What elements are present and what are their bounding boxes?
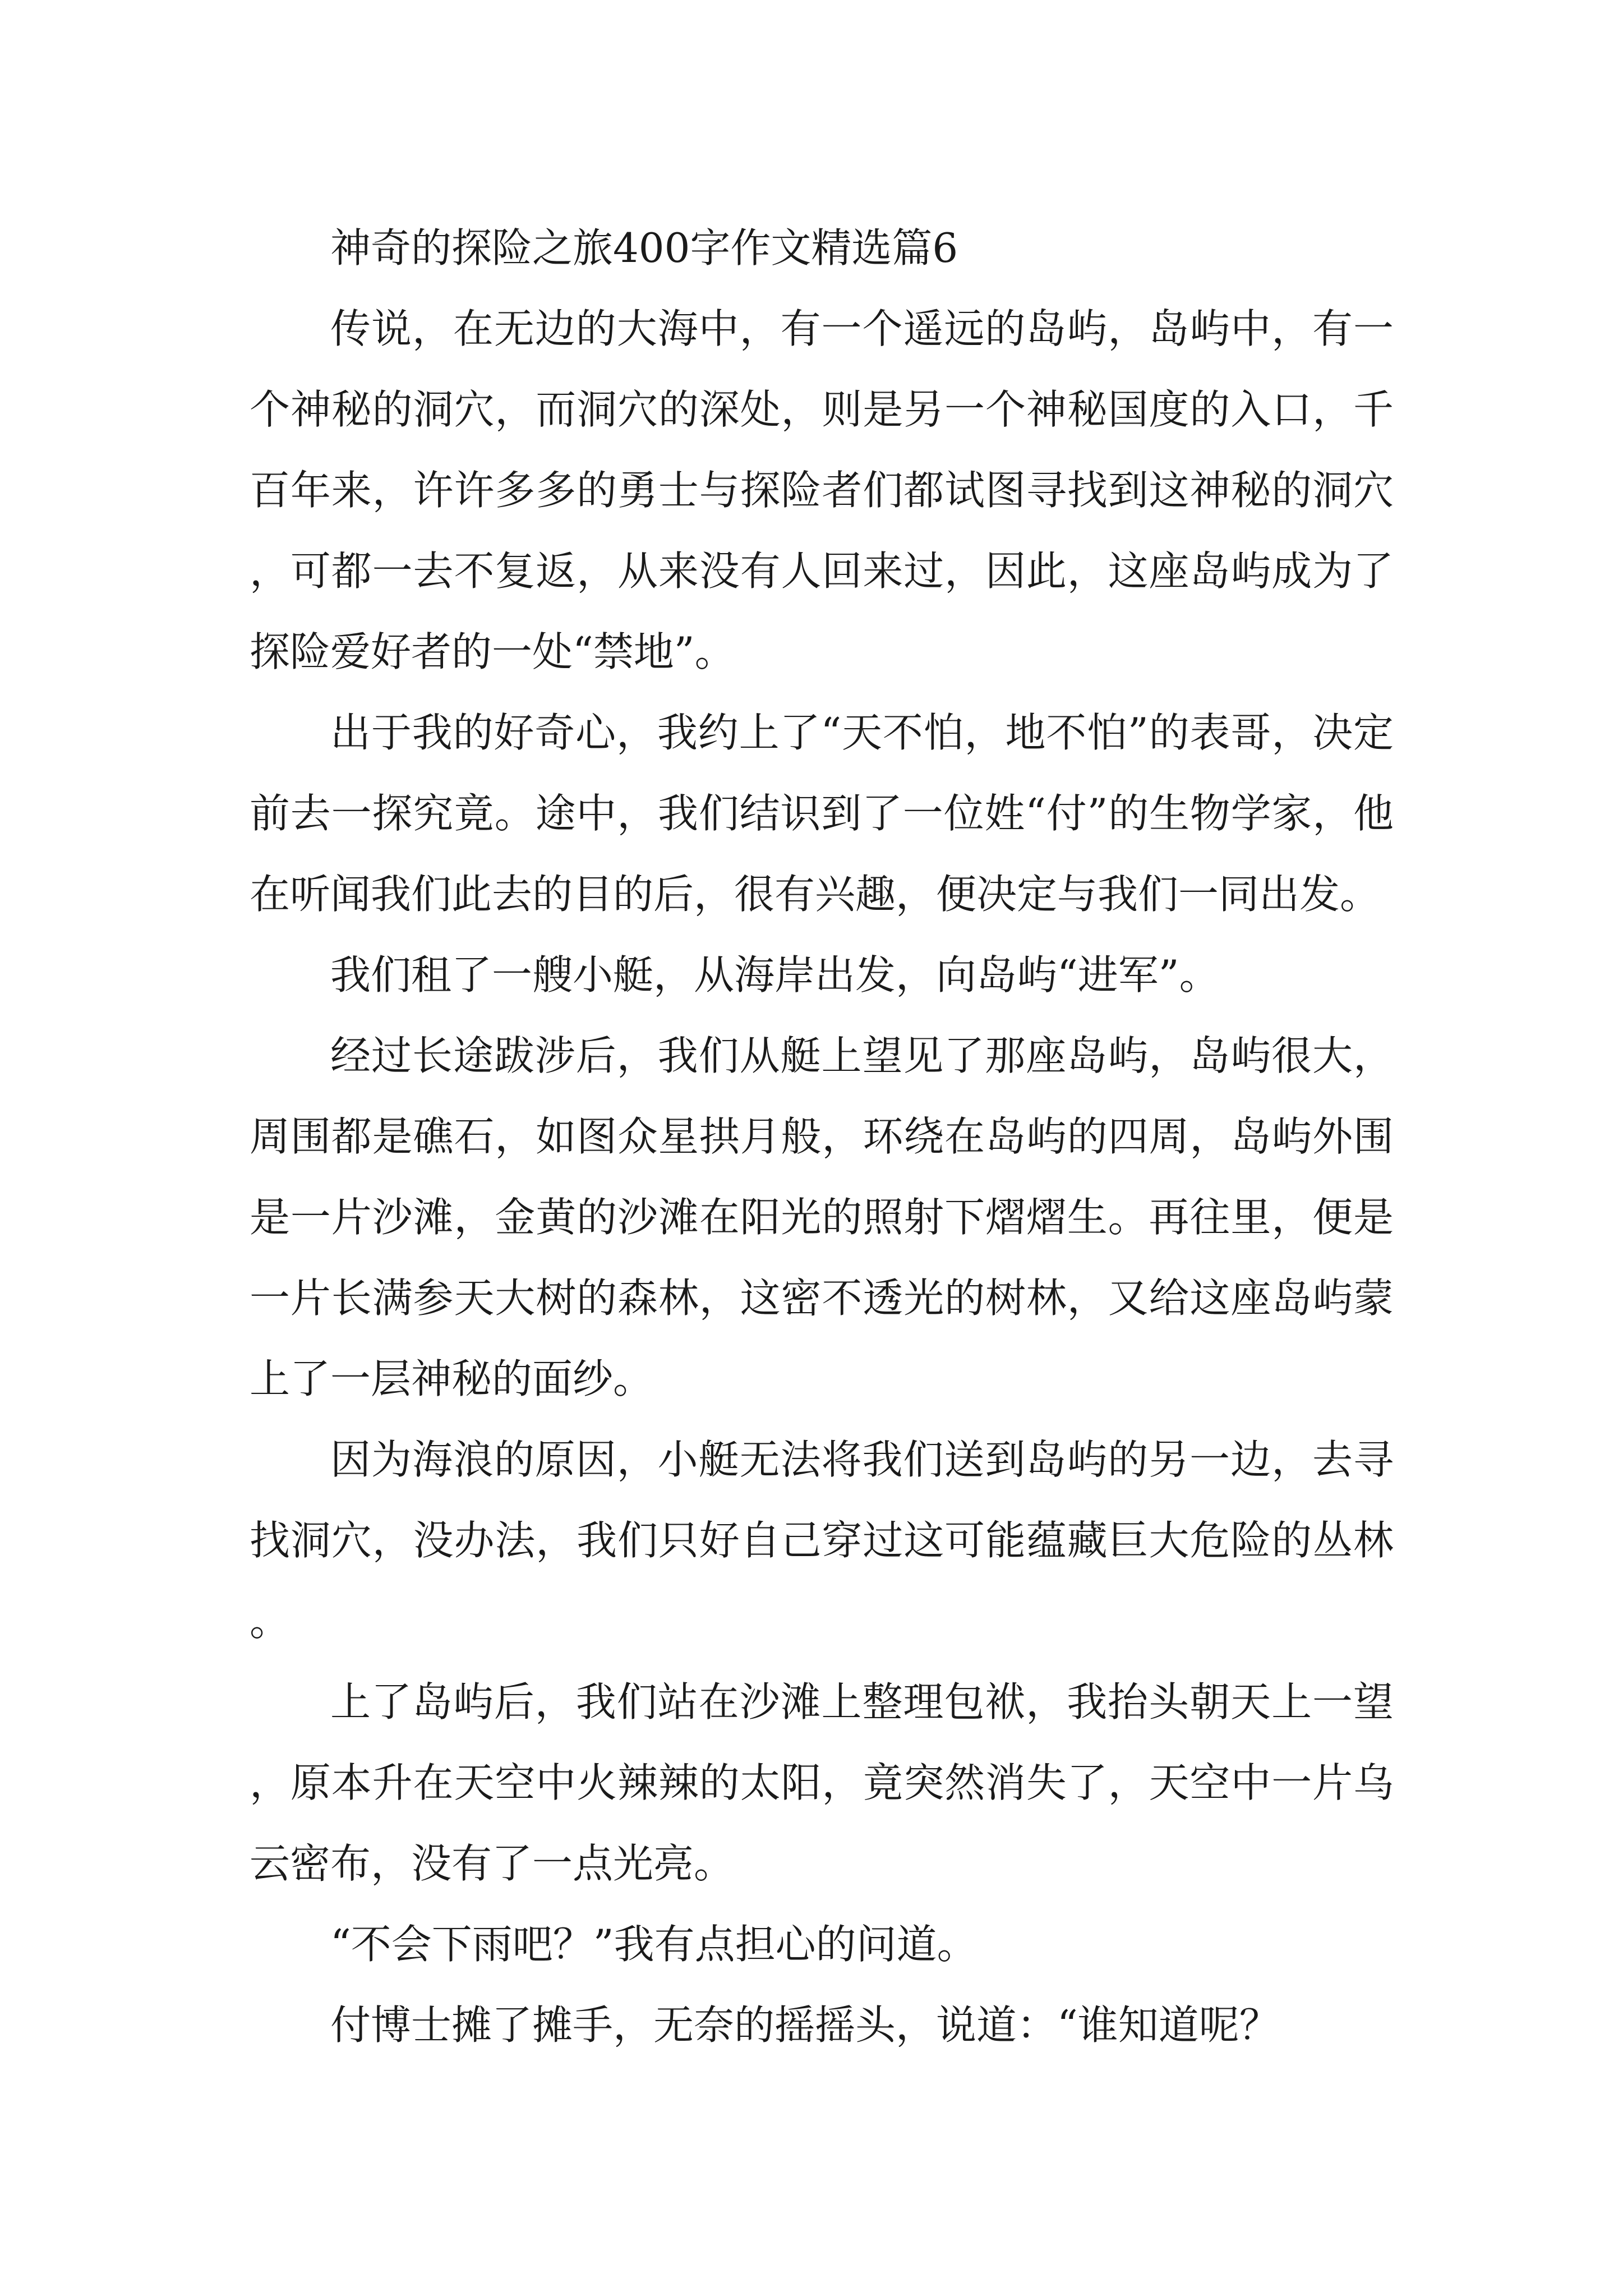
paragraph-4: 经过长途跋涉后，我们从艇上望见了那座岛屿，岛屿很大，周围都是礁石，如图众星拱月般，环绕在岛屿的四周，岛屿外围是一片沙滩，金黄的沙滩在阳光的照射下熠熠生。再往里，便是一片长满参天大树的森林，这密不透光的树林，又给这座岛屿蒙上了一层神秘的面纱。 [250,1032,1394,1402]
paragraph-1: 传说，在无边的大海中，有一个遥远的岛屿，岛屿中，有一个神秘的洞穴，而洞穴的深处，则是另一个神秘国度的入口，千百年来，许许多多的勇士与探险者们都试图寻找到这神秘的洞穴，可都一去不复返，从来没有人回来过，因此，这座岛屿成为了探险爱好者的一处“禁地”。 [250,305,1394,675]
paragraph-7: “不会下雨吧？”我有点担心的问道。 [330,1921,978,1968]
paragraph-8: 付博士摊了摊手，无奈的摇摇头，说道：“谁知道呢？ [330,2001,1280,2049]
paragraph-3: 我们租了一艘小艇，从海岸出发，向岛屿“进军”。 [330,951,1220,999]
paragraph-6: 上了岛屿后，我们站在沙滩上整理包袱，我抬头朝天上一望，原本升在天空中火辣辣的太阳，竟突然消失了，天空中一片乌云密布，没有了一点光亮。 [250,1678,1394,1887]
paragraph-2: 出于我的好奇心，我约上了“天不怕，地不怕”的表哥，决定前去一探究竟。途中，我们结识到了一位姓“付”的生物学家，他在听闻我们此去的目的后，很有兴趣，便决定与我们一同出发。 [250,709,1394,918]
paragraph-5: 因为海浪的原因，小艇无法将我们送到岛屿的另一边，去寻找洞穴，没办法，我们只好自己穿过这可能蕴藏巨大危险的丛林。 [250,1436,1394,1645]
document-body [250,208,1394,2065]
document-title: 神奇的探险之旅400字作文精选篇6 [330,224,958,272]
